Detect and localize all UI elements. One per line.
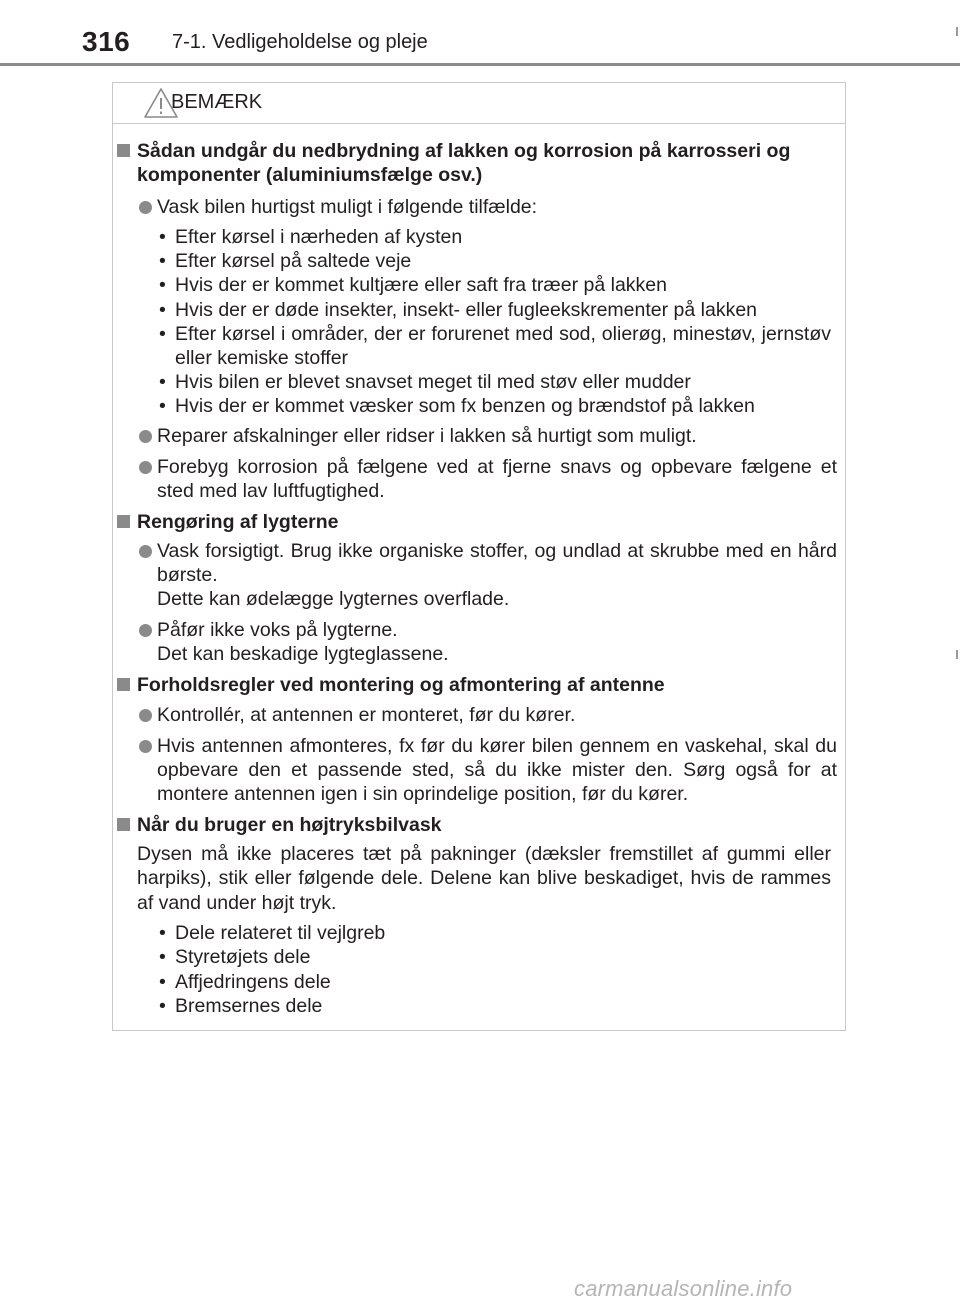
square-bullet-icon (117, 144, 130, 157)
circle-bullet-icon (139, 201, 152, 214)
watermark: carmanualsonline.info (574, 1276, 793, 1301)
section-heading: Rengøring af lygterne (113, 510, 837, 534)
section-heading: Når du bruger en højtryksbilvask (113, 813, 837, 837)
sub-list-item: • Hvis der er kommet væsker som fx benzen og brændstof på lakken (159, 395, 755, 418)
notice-title: BEMÆRK (171, 91, 263, 113)
sub-list-item: • Efter kørsel på saltede veje (159, 250, 412, 273)
sub-list-item: • Hvis bilen er blevet snavset meget til med støv eller mudder (159, 371, 691, 394)
sub-list-item: • Efter kørsel i områder, der er forurenet med sod, olierøg, minestøv, jernstøv eller kemiske stoffer (159, 322, 831, 370)
sub-list-item: • Dele relateret til vejlgreb (159, 922, 386, 945)
section-heading: Sådan undgår du nedbrydning af lakken og korrosion på karrosseri og komponenter (aluminiumsfælge osv.) (113, 139, 837, 187)
notice-content (113, 139, 845, 1018)
sub-list (113, 225, 845, 419)
notice-box (112, 82, 846, 1031)
circle-bullet-icon (139, 624, 152, 637)
circle-bullet-icon (139, 461, 152, 474)
sub-list-item: • Hvis der er kommet kultjære eller saft fra træer på lakken (159, 274, 667, 297)
sub-list-item: • Efter kørsel i nærheden af kysten (159, 226, 463, 248)
circle-bullet-icon (139, 709, 152, 722)
square-bullet-icon (117, 818, 130, 831)
sub-list-item: • Styretøjets dele (159, 946, 311, 969)
bullet-item: Forebyg korrosion på fælgene ved at fjerne snavs og opbevare fælgene et sted med lav luftfugtighed. (113, 455, 837, 503)
bullet-item: Hvis antennen afmonteres, fx før du kører bilen gennem en vaskehal, skal du opbevare den et passende sted, så du ikke mister den. Sørg også for at montere antennen igen i sin oprindelige position, før du kører. (113, 734, 837, 806)
bullet-item: Påfør ikke voks på lygterne. Det kan beskadige lygteglassene. (113, 618, 837, 666)
sub-list (113, 921, 845, 1018)
bullet-item: Reparer afskalninger eller ridser i lakken så hurtigt som muligt. (113, 424, 837, 448)
circle-bullet-icon (139, 430, 152, 443)
section-title: 7-1. Vedligeholdelse og pleje (172, 31, 428, 53)
bullet-item: Vask bilen hurtigst muligt i følgende tilfælde: (113, 195, 837, 219)
notice-header (113, 83, 845, 124)
paragraph: Dysen må ikke placeres tæt på pakninger (dæksler fremstillet af gummi eller harpiks), stik eller følgende dele. Delene kan blive beskadiget, hvis de rammes af vand under højt tryk. (137, 842, 831, 914)
page-header (0, 0, 960, 66)
square-bullet-icon (117, 678, 130, 691)
edge-tick (956, 650, 958, 659)
circle-bullet-icon (139, 740, 152, 753)
bullet-item: Kontrollér, at antennen er monteret, før du kører. (113, 703, 837, 727)
sub-list-item: • Bremsernes dele (159, 994, 323, 1017)
square-bullet-icon (117, 515, 130, 528)
section-heading: Forholdsregler ved montering og afmontering af antenne (113, 673, 837, 697)
header-rule (0, 63, 960, 66)
edge-tick (956, 27, 958, 36)
sub-list-item: • Hvis der er døde insekter, insekt- eller fugleekskrementer på lakken (159, 298, 758, 321)
sub-list-item: • Affjedringens dele (159, 970, 331, 993)
page-number: 316 (82, 26, 131, 57)
bullet-item: Vask forsigtigt. Brug ikke organiske stoffer, og undlad at skrubbe med en hård børste. Dette kan ødelægge lygternes overflade. (113, 539, 837, 611)
circle-bullet-icon (139, 545, 152, 558)
